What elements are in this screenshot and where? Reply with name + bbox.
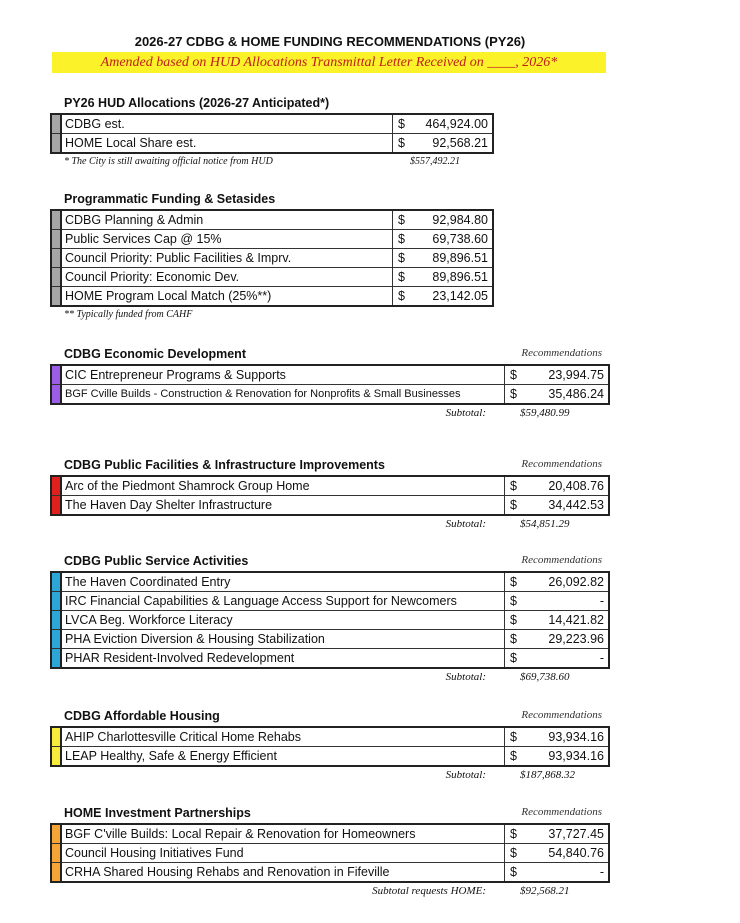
row-amount [393, 210, 494, 230]
currency-symbol: $ [510, 846, 517, 860]
category-color-bar [51, 476, 61, 496]
section-alloc [50, 96, 494, 170]
amount-value: 93,934.16 [548, 730, 604, 744]
row-label: Council Housing Initiatives Fund [61, 844, 505, 863]
row-amount [505, 385, 610, 405]
category-color-bar [51, 268, 61, 287]
category-color-bar [51, 824, 61, 844]
table-row [51, 476, 609, 496]
section-ah [50, 709, 610, 783]
subtotal-value: $187,868.32 [520, 769, 575, 781]
section-heading: CDBG Public Facilities & Infrastructure Improvements [64, 458, 385, 472]
row-amount [505, 727, 610, 747]
table-row [51, 134, 493, 154]
category-color-bar [51, 210, 61, 230]
row-label: Council Priority: Economic Dev. [61, 268, 393, 287]
category-color-bar [51, 365, 61, 385]
row-label: CDBG Planning & Admin [61, 210, 393, 230]
row-label: CRHA Shared Housing Rehabs and Renovation in Fifeville [61, 863, 505, 883]
currency-symbol: $ [510, 730, 517, 744]
section-heading: HOME Investment Partnerships [64, 806, 251, 820]
row-label: Council Priority: Public Facilities & Imprv. [61, 249, 393, 268]
table-row [51, 230, 493, 249]
currency-symbol: $ [510, 498, 517, 512]
row-label: Arc of the Piedmont Shamrock Group Home [61, 476, 505, 496]
allocation-total: $557,492.21 [410, 156, 460, 167]
currency-symbol: $ [510, 651, 517, 665]
currency-symbol: $ [510, 827, 517, 841]
row-label: LVCA Beg. Workforce Literacy [61, 611, 505, 630]
row-amount [505, 572, 610, 592]
currency-symbol: $ [510, 865, 517, 879]
recommendations-label: Recommendations [521, 806, 602, 818]
currency-symbol: $ [510, 594, 517, 608]
row-label: HOME Local Share est. [61, 134, 393, 154]
currency-symbol: $ [510, 613, 517, 627]
table-row [51, 863, 609, 883]
recommendations-label: Recommendations [521, 554, 602, 566]
funding-table [50, 364, 610, 405]
row-amount [505, 649, 610, 669]
currency-symbol: $ [398, 232, 405, 246]
table-row [51, 249, 493, 268]
row-amount [505, 592, 610, 611]
amount-value: - [599, 865, 604, 879]
table-row [51, 572, 609, 592]
subtotal-label: Subtotal: [445, 407, 486, 419]
funding-table [50, 823, 610, 883]
recommendations-label: Recommendations [521, 458, 602, 470]
category-color-bar [51, 630, 61, 649]
page-title: 2026-27 CDBG & HOME FUNDING RECOMMENDATIONS (PY26) [134, 34, 526, 49]
section-heading: Programmatic Funding & Setasides [64, 192, 276, 206]
amount-value: 34,442.53 [548, 498, 604, 512]
table-row [51, 592, 609, 611]
amount-value: 23,142.05 [432, 289, 488, 303]
currency-symbol: $ [398, 251, 405, 265]
subtotal-row [50, 516, 610, 532]
category-color-bar [51, 747, 61, 767]
section-home [50, 806, 610, 899]
row-amount [393, 114, 494, 134]
row-amount [393, 287, 494, 307]
footnote-text: * The City is still awaiting official notice from HUD [64, 156, 273, 167]
row-amount [505, 365, 610, 385]
footnote-text: ** Typically funded from CAHF [64, 309, 193, 320]
row-label: AHIP Charlottesville Critical Home Rehabs [61, 727, 505, 747]
currency-symbol: $ [510, 387, 517, 401]
subtotal-row [50, 405, 610, 421]
row-label: BGF C'ville Builds: Local Repair & Renovation for Homeowners [61, 824, 505, 844]
row-amount [505, 863, 610, 883]
row-label: IRC Financial Capabilities & Language Access Support for Newcomers [61, 592, 505, 611]
subtotal-row [50, 883, 610, 899]
row-label: BGF Cville Builds - Construction & Renovation for Nonprofits & Small Businesses [61, 385, 505, 405]
subtotal-label: Subtotal: [445, 769, 486, 781]
amount-value: 92,568.21 [432, 136, 488, 150]
category-color-bar [51, 385, 61, 405]
amount-value: 89,896.51 [432, 251, 488, 265]
table-row [51, 649, 609, 669]
category-color-bar [51, 249, 61, 268]
funding-table [50, 475, 610, 516]
subtotal-label: Subtotal: [445, 671, 486, 683]
row-amount [505, 611, 610, 630]
category-color-bar [51, 611, 61, 630]
table-row [51, 611, 609, 630]
subtotal-label: Subtotal: [445, 518, 486, 530]
row-amount [505, 476, 610, 496]
amount-value: 89,896.51 [432, 270, 488, 284]
currency-symbol: $ [510, 749, 517, 763]
amount-value: 54,840.76 [548, 846, 604, 860]
amount-value: 93,934.16 [548, 749, 604, 763]
category-color-bar [51, 844, 61, 863]
section-heading: PY26 HUD Allocations (2026-27 Anticipated*) [64, 96, 330, 110]
category-color-bar [51, 727, 61, 747]
amount-value: - [599, 651, 604, 665]
row-amount [505, 747, 610, 767]
amount-value: 92,984.80 [432, 213, 488, 227]
section-heading: CDBG Public Service Activities [64, 554, 249, 568]
amount-value: 20,408.76 [548, 479, 604, 493]
row-label: CDBG est. [61, 114, 393, 134]
currency-symbol: $ [510, 632, 517, 646]
section-ps [50, 554, 610, 685]
currency-symbol: $ [398, 136, 405, 150]
row-amount [393, 230, 494, 249]
footnote [50, 154, 494, 170]
subtotal-label: Subtotal requests HOME: [372, 885, 486, 897]
table-row [51, 268, 493, 287]
table-row [51, 824, 609, 844]
subtotal-value: $92,568.21 [520, 885, 570, 897]
category-color-bar [51, 592, 61, 611]
subtotal-row [50, 767, 610, 783]
currency-symbol: $ [510, 368, 517, 382]
section-econ [50, 347, 610, 421]
amount-value: - [599, 594, 604, 608]
table-row [51, 844, 609, 863]
table-row [51, 114, 493, 134]
amount-value: 14,421.82 [548, 613, 604, 627]
row-amount [393, 249, 494, 268]
currency-symbol: $ [398, 213, 405, 227]
currency-symbol: $ [398, 117, 405, 131]
table-row [51, 747, 609, 767]
amount-value: 26,092.82 [548, 575, 604, 589]
row-amount [393, 134, 494, 154]
category-color-bar [51, 287, 61, 307]
row-amount [505, 496, 610, 516]
section-prog [50, 192, 494, 323]
category-color-bar [51, 230, 61, 249]
table-row [51, 496, 609, 516]
subtotal-value: $54,851.29 [520, 518, 570, 530]
footnote [50, 307, 494, 323]
row-label: LEAP Healthy, Safe & Energy Efficient [61, 747, 505, 767]
currency-symbol: $ [398, 270, 405, 284]
row-label: PHA Eviction Diversion & Housing Stabilization [61, 630, 505, 649]
funding-table [50, 113, 494, 154]
amount-value: 35,486.24 [548, 387, 604, 401]
row-amount [505, 824, 610, 844]
category-color-bar [51, 649, 61, 669]
recommendations-label: Recommendations [521, 709, 602, 721]
table-row [51, 385, 609, 405]
row-label: CIC Entrepreneur Programs & Supports [61, 365, 505, 385]
row-amount [393, 268, 494, 287]
currency-symbol: $ [510, 575, 517, 589]
currency-symbol: $ [510, 479, 517, 493]
recommendations-label: Recommendations [521, 347, 602, 359]
subtotal-value: $59,480.99 [520, 407, 570, 419]
subtotal-value: $69,738.60 [520, 671, 570, 683]
row-label: PHAR Resident-Involved Redevelopment [61, 649, 505, 669]
table-row [51, 365, 609, 385]
category-color-bar [51, 496, 61, 516]
row-amount [505, 630, 610, 649]
currency-symbol: $ [398, 289, 405, 303]
row-label: The Haven Coordinated Entry [61, 572, 505, 592]
funding-table [50, 726, 610, 767]
row-label: HOME Program Local Match (25%**) [61, 287, 393, 307]
funding-table [50, 209, 494, 307]
amount-value: 464,924.00 [425, 117, 488, 131]
amount-value: 29,223.96 [548, 632, 604, 646]
amendment-banner: Amended based on HUD Allocations Transmittal Letter Received on ____, 2026* [52, 52, 606, 73]
category-color-bar [51, 572, 61, 592]
section-fac [50, 458, 610, 532]
funding-table [50, 571, 610, 669]
category-color-bar [51, 134, 61, 154]
amount-value: 69,738.60 [432, 232, 488, 246]
table-row [51, 727, 609, 747]
section-heading: CDBG Economic Development [64, 347, 246, 361]
subtotal-row [50, 669, 610, 685]
amount-value: 37,727.45 [548, 827, 604, 841]
row-label: Public Services Cap @ 15% [61, 230, 393, 249]
amount-value: 23,994.75 [548, 368, 604, 382]
category-color-bar [51, 863, 61, 883]
row-label: The Haven Day Shelter Infrastructure [61, 496, 505, 516]
section-heading: CDBG Affordable Housing [64, 709, 220, 723]
table-row [51, 630, 609, 649]
table-row [51, 287, 493, 307]
row-amount [505, 844, 610, 863]
table-row [51, 210, 493, 230]
category-color-bar [51, 114, 61, 134]
